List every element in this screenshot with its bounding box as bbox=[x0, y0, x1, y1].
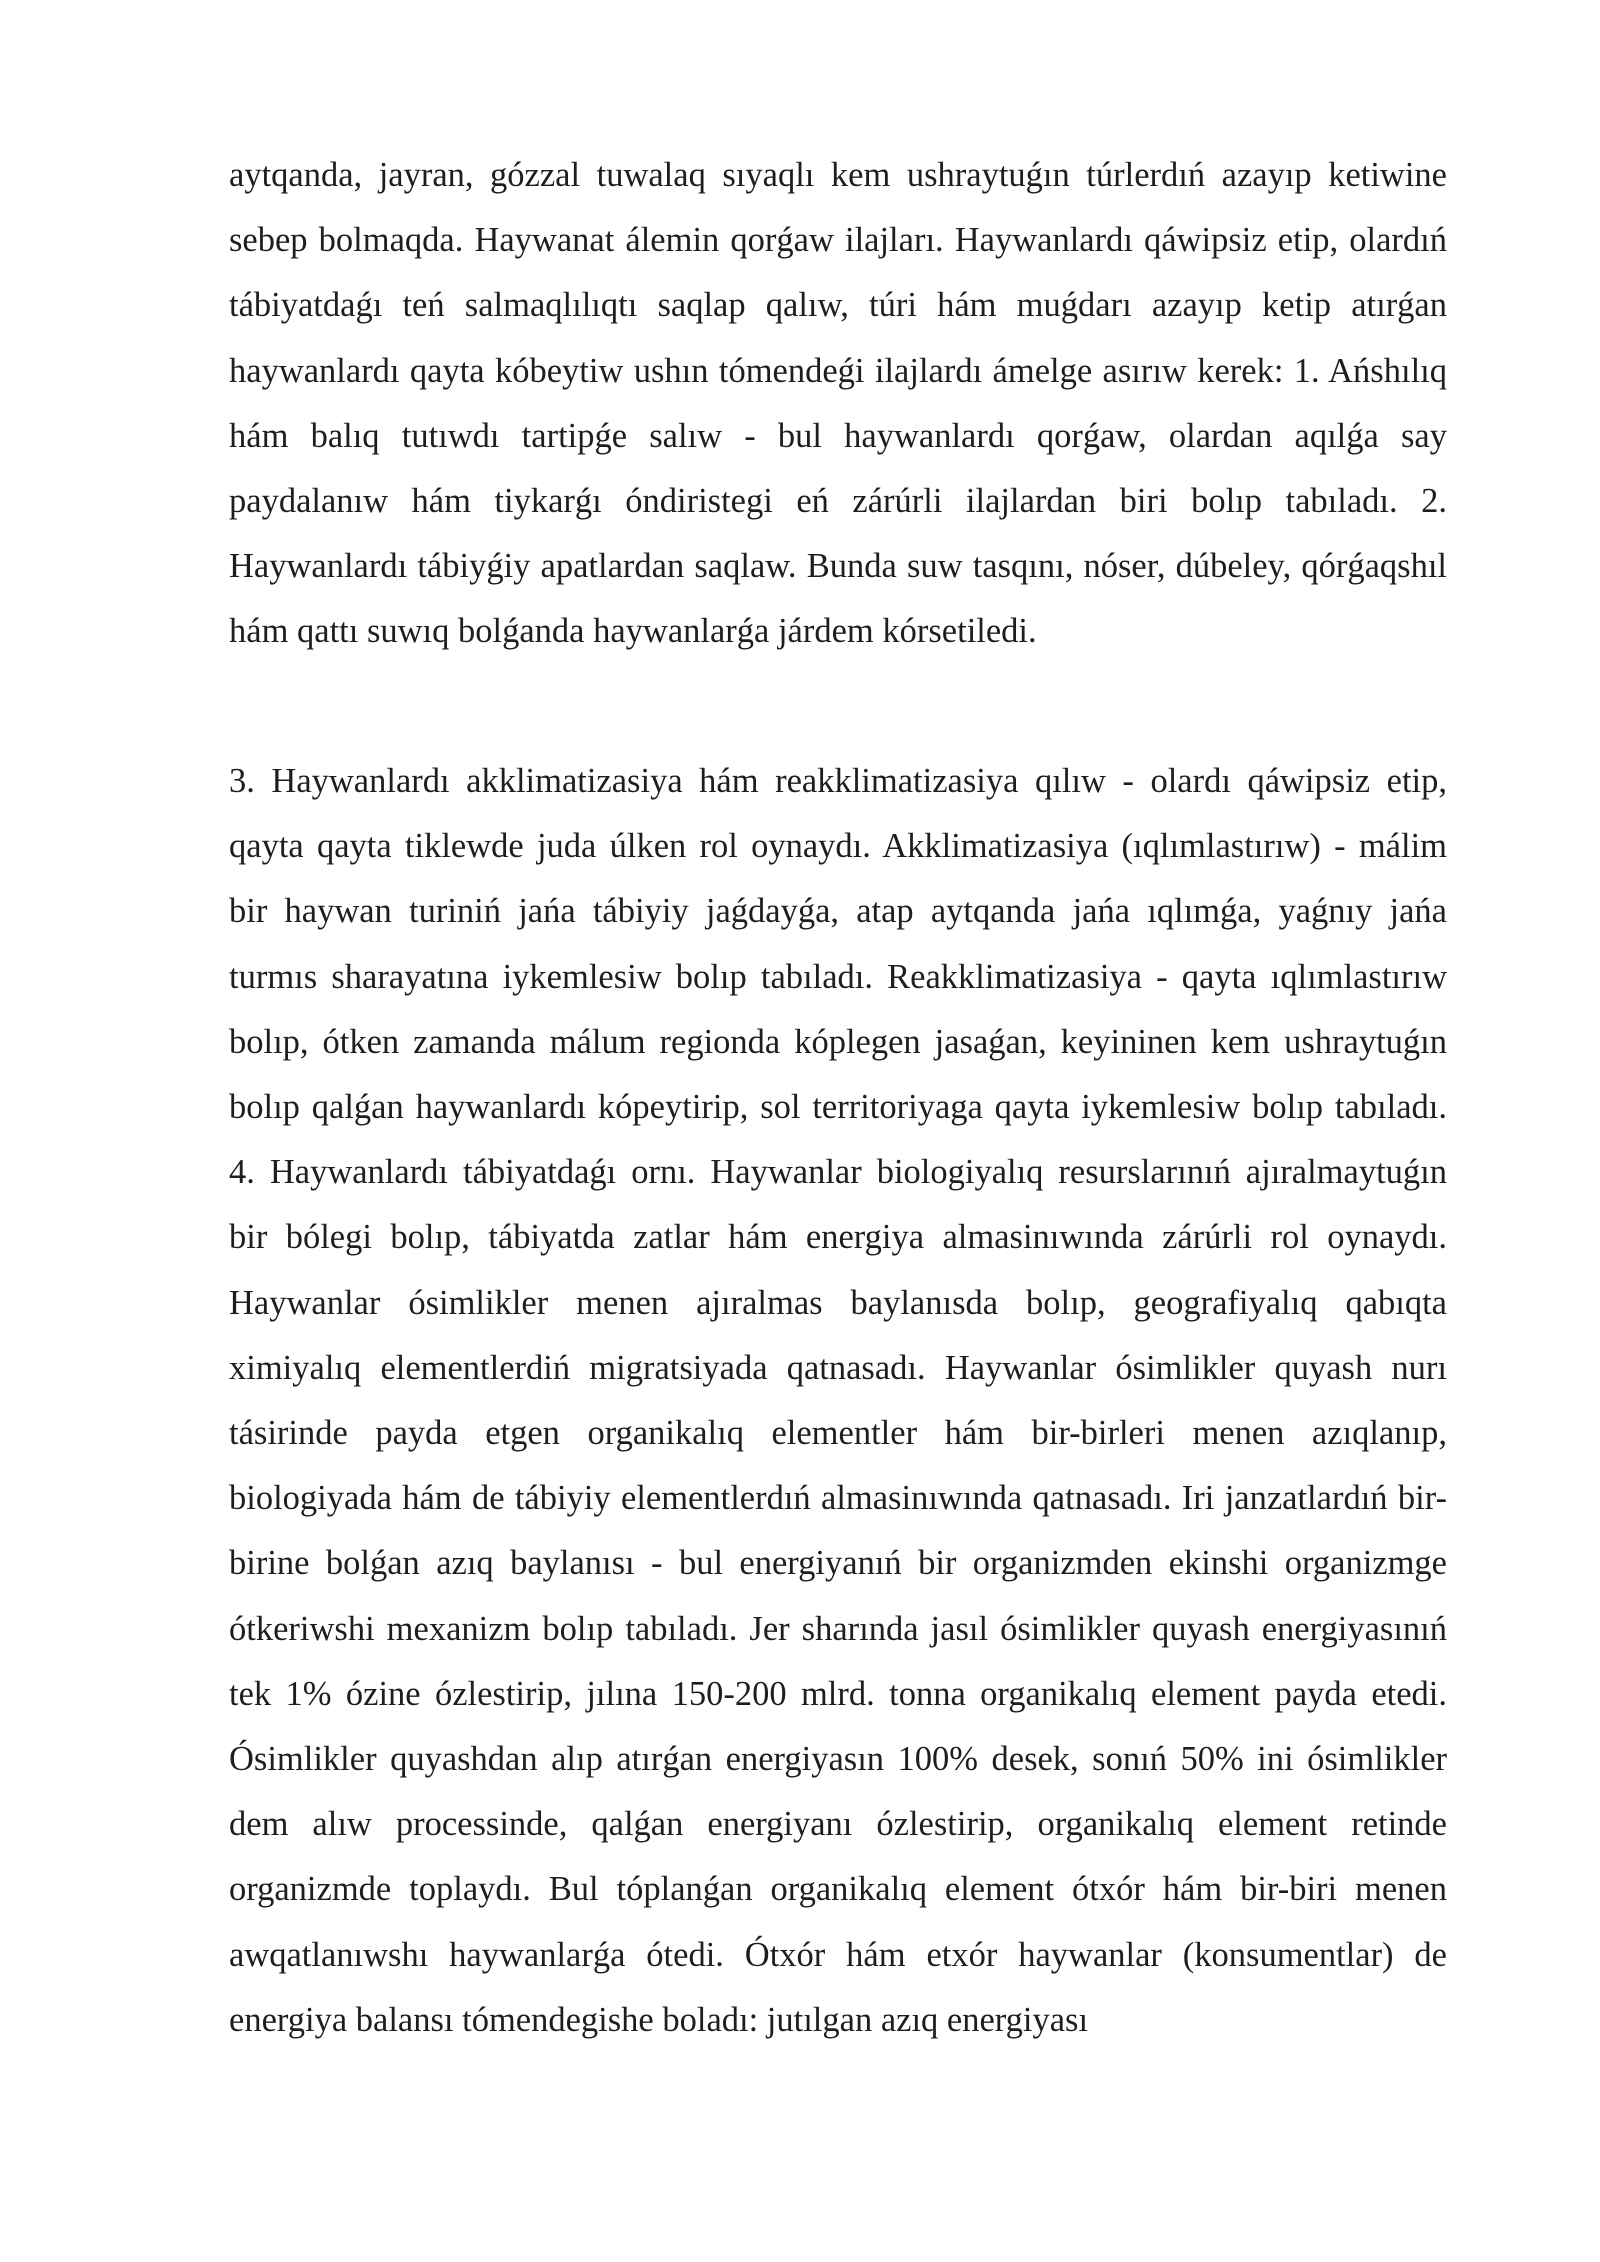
paragraph-2: 3. Haywanlardı akklimatizasiya hám reakklimatizasiya qılıw - olardı qáwipsiz etip, qayta qayta tiklewde juda úlken rol oynaydı. Akklimatizasiya (ıqlımlastırıw) - málim bir haywan turiniń jańa tábiyiy jaǵdayǵa, atap aytqanda jańa ıqlımǵa, yaǵnıy jańa turmıs sharayatına iykemlesiw bolıp tabıladı. Reakklimatizasiya - qayta ıqlımlastırıw bolıp, ótken zamanda málum regionda kóplegen jasaǵan, keyininen kem ushraytuǵın bolıp qalǵan haywanlardı kópeytirip, sol territoriyaga qayta iykemlesiw bolıp tabıladı. 4. Haywanlardı tábiyatdaǵı ornı. Haywanlar biologiyalıq resurslarınıń ajıralmaytuǵın bir bólegi bolıp, tábiyatda zatlar hám energiya almasinıwında zárúrli rol oynaydı. Haywanlar ósimlikler menen ajıralmas baylanısda bolıp, geografiyalıq qabıqta ximiyalıq elementlerdiń migratsiyada qatnasadı. Haywanlar ósimlikler quyash nurı tásirinde payda etgen organikalıq elementler hám bir-birleri menen azıqlanıp, biologiyada hám de tábiyiy elementlerdıń almasinıwında qatnasadı. Iri janzatlardıń bir-birine bolǵan azıq baylanısı - bul energiyanıń bir organizmden ekinshi organizmge ótkeriwshi mexanizm bolıp tabıladı. Jer sharında jasıl ósimlikler quyash energiyasınıń tek 1% ózine ózlestirip, jılına 150-200 mlrd. tonna organikalıq element payda etedi. Ósimlikler quyashdan alıp atırǵan energiyasın 100% desek, sonıń 50% ini ósimlikler dem alıw processinde, qalǵan energiyanı ózlestirip, organikalıq element retinde organizmde toplaydı. Bul tóplanǵan organikalıq element ótxór hám bir-biri menen awqatlanıwshı haywanlarǵa ótedi. Ótxór hám etxór haywanlar (konsumentlar) de energiya balansı tómendegishe boladı: jutılgan azıq energiyası bbox=[229, 762, 1447, 2039]
paragraph-1: aytqanda, jayran, gózzal tuwalaq sıyaqlı kem ushraytuǵın túrlerdıń azayıp ketiwine sebep bolmaqda. Haywanat álemin qorǵaw ilajları. Haywanlardı qáwipsiz etip, olardıń tábiyatdaǵı teń salmaqlılıqtı saqlap qalıw, túri hám muǵdarı azayıp ketip atırǵan haywanlardı qayta kóbeytiw ushın tómendeǵi ilajlardı ámelge asırıw kerek: 1. Ańshılıq hám balıq tutıwdı tartipǵe salıw - bul haywanlardı qorǵaw, olardan aqılǵa say paydalanıw hám tiykarǵı óndiristegi eń zárúrli ilajlardan biri bolıp tabıladı. 2. Haywanlardı tábiyǵiy apatlardan saqlaw. Bunda suw tasqını, nóser, dúbeley, qórǵaqshıl hám qattı suwıq bolǵanda haywanlarǵa járdem kórsetiledi. bbox=[229, 156, 1447, 651]
